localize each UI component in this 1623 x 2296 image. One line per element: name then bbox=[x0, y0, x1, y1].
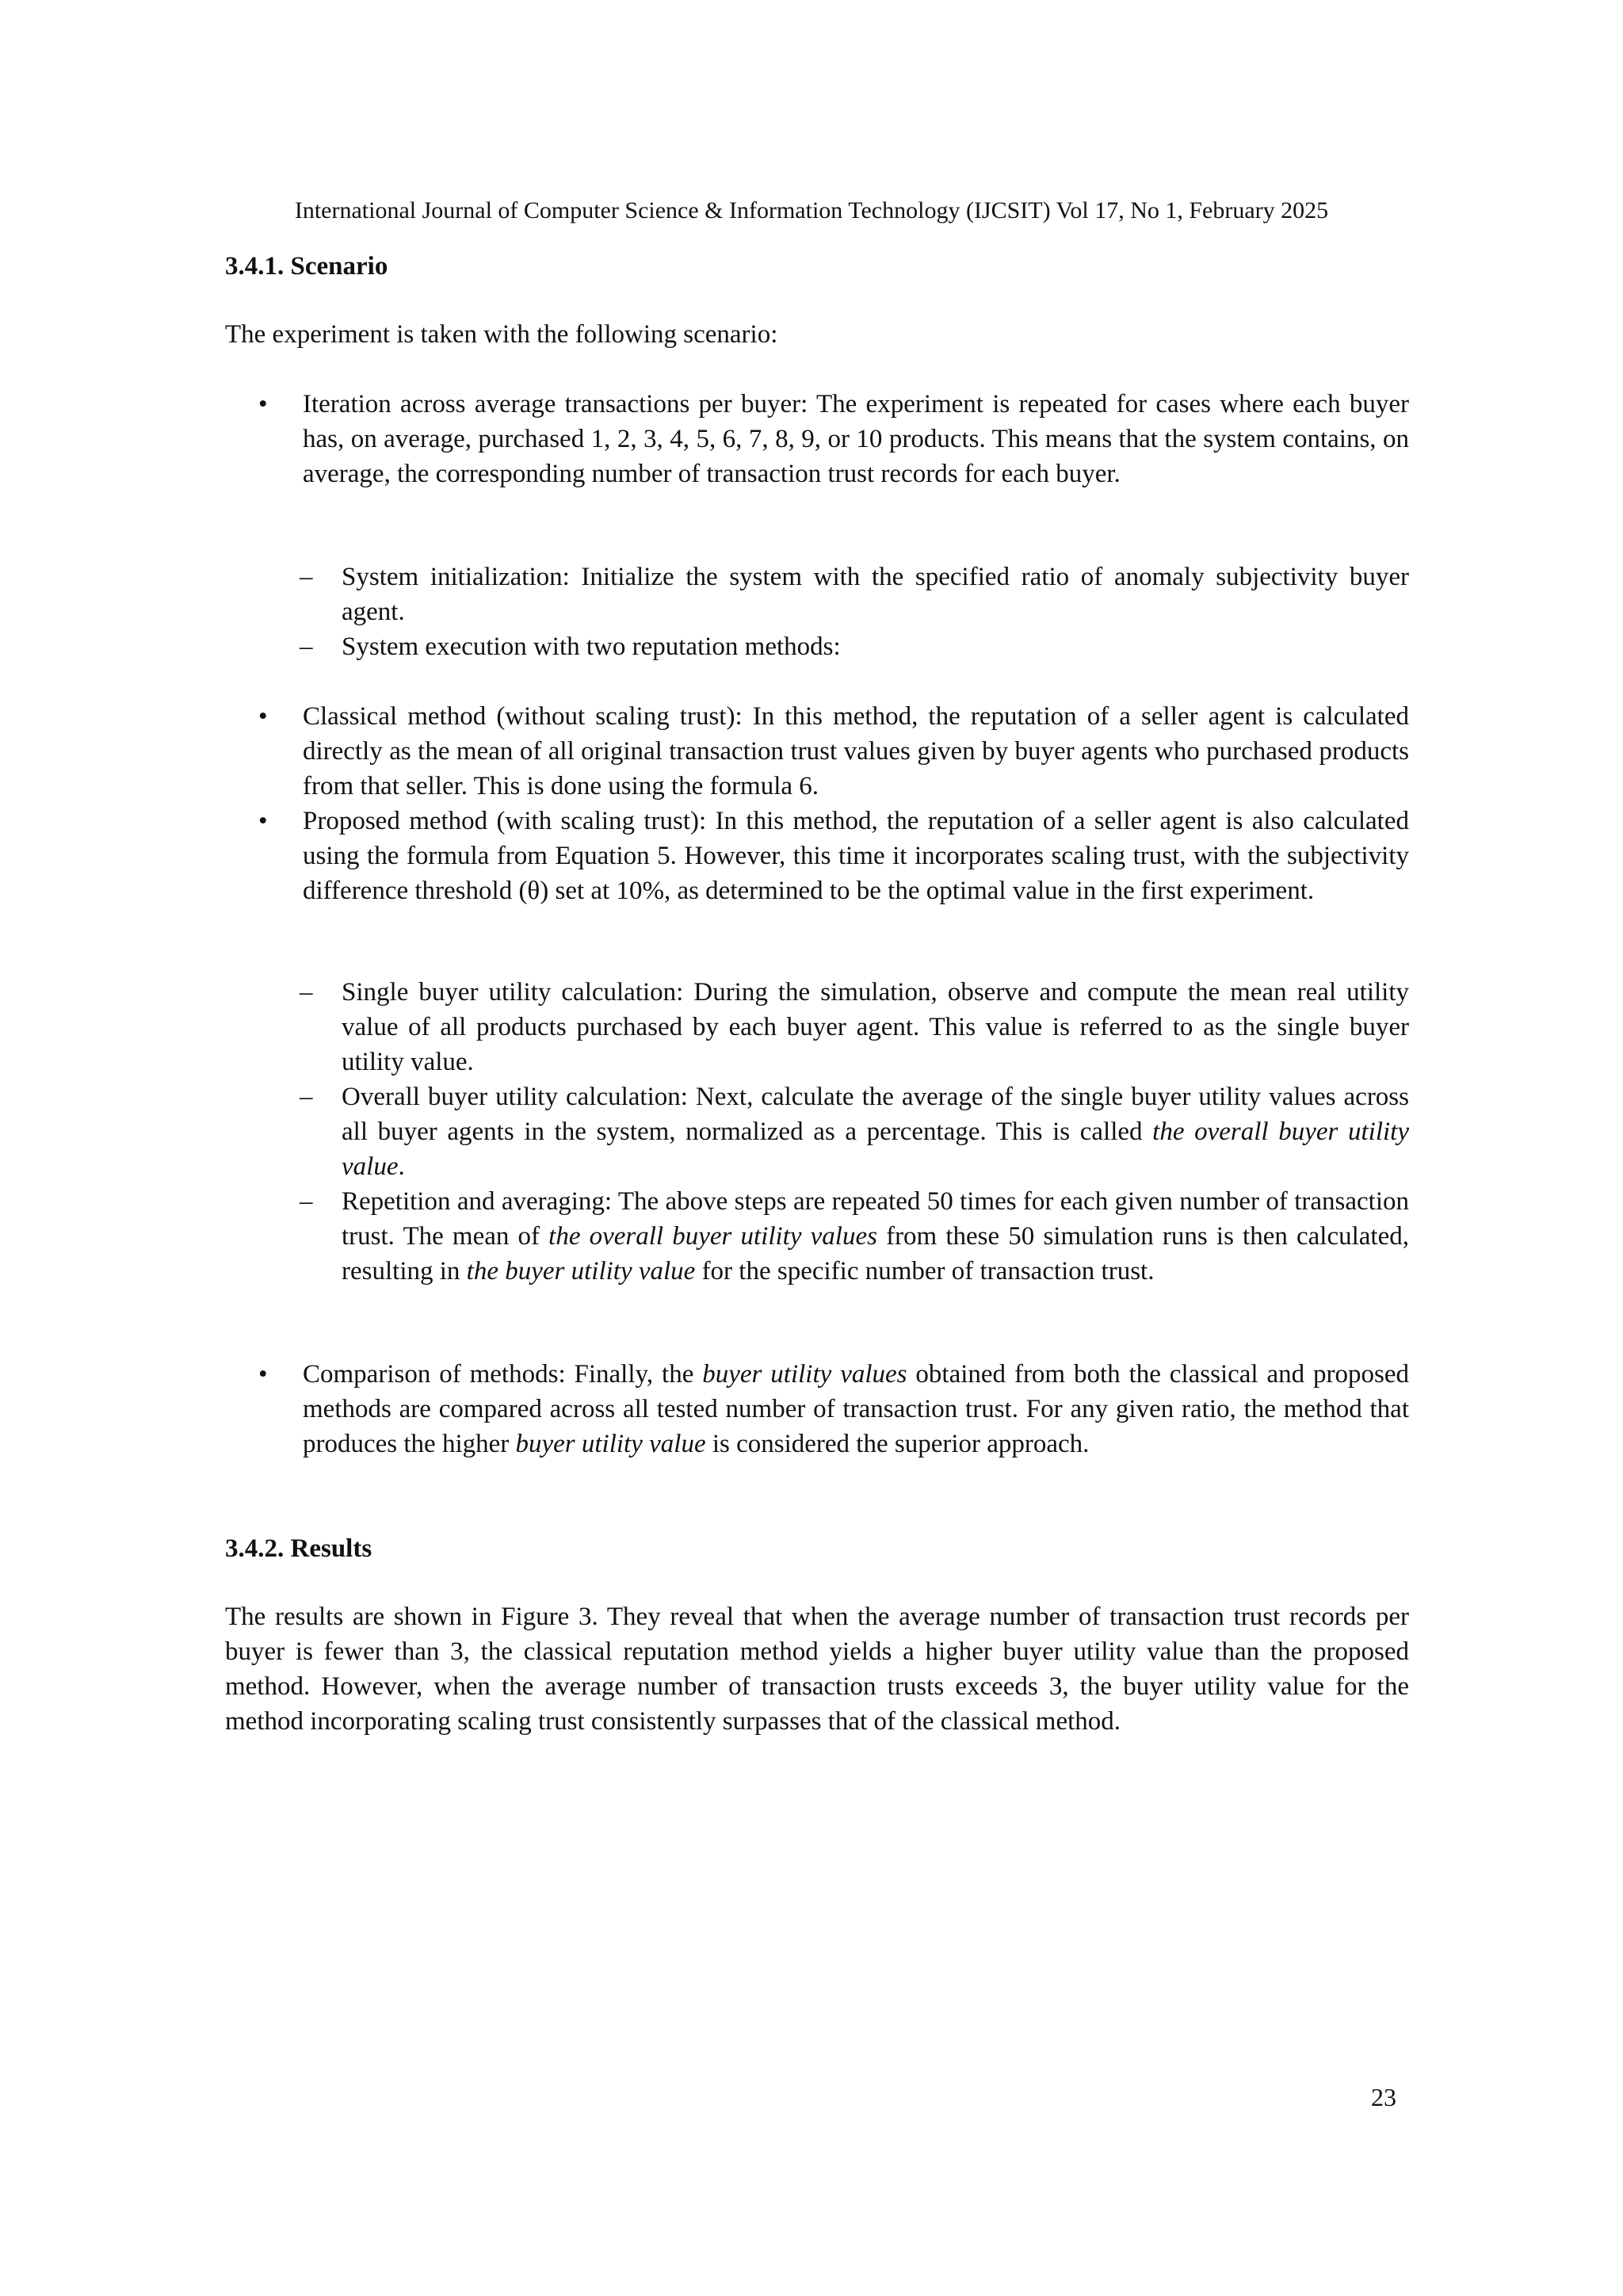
bullet-mark: • bbox=[258, 390, 268, 418]
sub-overall-buyer-utility bbox=[300, 1079, 1409, 1184]
bullet-iteration-text: Iteration across average transactions per buyer: The experiment is repeated for cases where each buyer has, on average, purchased 1, 2, 3, 4, 5, 6, 7, 8, 9, or 10 products. This means that the system contains, on average, the corresponding number of transaction trust records for each buyer. bbox=[303, 390, 1409, 488]
sub-overall-buyer-utility-text: Overall buyer utility calculation: Next, calculate the average of the single buyer utility values across all buyer agents in the system, normalized as a percentage. This is called the overall buyer utility value. bbox=[342, 1083, 1409, 1181]
bullet-mark: • bbox=[258, 1360, 268, 1389]
bullet-classical-method bbox=[258, 699, 1409, 804]
sub-system-execution-text: System execution with two reputation methods: bbox=[342, 632, 841, 661]
section-heading-scenario: 3.4.1. Scenario bbox=[225, 252, 388, 281]
scenario-intro: The experiment is taken with the following scenario: bbox=[225, 320, 778, 349]
bullet-classical-method-text: Classical method (without scaling trust): In this method, the reputation of a seller agent is calculated directly as the mean of all original transaction trust values given by buyer agents who purchased products from that seller. This is done using the formula 6. bbox=[303, 702, 1409, 800]
sub-system-execution bbox=[300, 629, 1409, 664]
sub-system-initialization-text: System initialization: Initialize the system with the specified ratio of anomaly subjectivity buyer agent. bbox=[342, 563, 1409, 626]
term-buyer-utility-values: buyer utility values bbox=[702, 1360, 907, 1389]
term-buyer-utility-value: the buyer utility value bbox=[466, 1257, 696, 1286]
sub-system-initialization bbox=[300, 560, 1409, 629]
sub-repetition-averaging-text: Repetition and averaging: The above steps are repeated 50 times for each given number of transaction trust. The mean of the overall buyer utility values from these 50 simulation runs is then calculated, resulting in the buyer utility value for the specific number of transaction trust. bbox=[342, 1187, 1409, 1286]
term-overall-buyer-utility-values: the overall buyer utility values bbox=[548, 1222, 877, 1251]
page-number: 23 bbox=[1371, 2083, 1396, 2111]
bullet-comparison bbox=[258, 1357, 1409, 1461]
bullet-proposed-method-text: Proposed method (with scaling trust): In this method, the reputation of a seller agent is also calculated using the formula from Equation 5. However, this time it incorporates scaling trust, with the subjectivity difference threshold (θ) set at 10%, as determined to be the optimal value in the first experiment. bbox=[303, 807, 1409, 905]
dash-mark: – bbox=[300, 632, 313, 661]
bullet-proposed-method bbox=[258, 804, 1409, 908]
bullet-mark: • bbox=[258, 807, 268, 835]
dash-mark: – bbox=[300, 563, 313, 591]
term-overall-buyer-utility-value: the overall buyer utility value bbox=[342, 1117, 1409, 1181]
sub-repetition-averaging bbox=[300, 1184, 1409, 1289]
section-heading-results: 3.4.2. Results bbox=[225, 1534, 372, 1563]
running-header: International Journal of Computer Science & Information Technology (IJCSIT) Vol 17, No 1, February 2025 bbox=[294, 197, 1329, 223]
term-buyer-utility-value-2: buyer utility value bbox=[515, 1430, 706, 1458]
bullet-iteration bbox=[258, 387, 1409, 491]
bullet-comparison-text: Comparison of methods: Finally, the buyer utility values obtained from both the classical and proposed methods are compared across all tested number of transaction trust. For any given ratio, the method that produces the higher buyer utility value is considered the superior approach. bbox=[303, 1360, 1410, 1458]
sub-single-buyer-utility-text: Single buyer utility calculation: During the simulation, observe and compute the mean real utility value of all products purchased by each buyer agent. This value is referred to as the single buyer utility value. bbox=[342, 978, 1409, 1076]
dash-mark: – bbox=[300, 978, 313, 1007]
bullet-mark: • bbox=[258, 702, 268, 731]
sub-single-buyer-utility bbox=[300, 975, 1409, 1079]
results-paragraph: The results are shown in Figure 3. They reveal that when the average number of transaction trust records per buyer is fewer than 3, the classical reputation method yields a higher buyer utility value than the proposed method. However, when the average number of transaction trusts exceeds 3, the buyer utility value for the method incorporating scaling trust consistently surpasses that of the classical method. bbox=[225, 1603, 1409, 1736]
dash-mark: – bbox=[300, 1187, 313, 1216]
dash-mark: – bbox=[300, 1083, 313, 1111]
